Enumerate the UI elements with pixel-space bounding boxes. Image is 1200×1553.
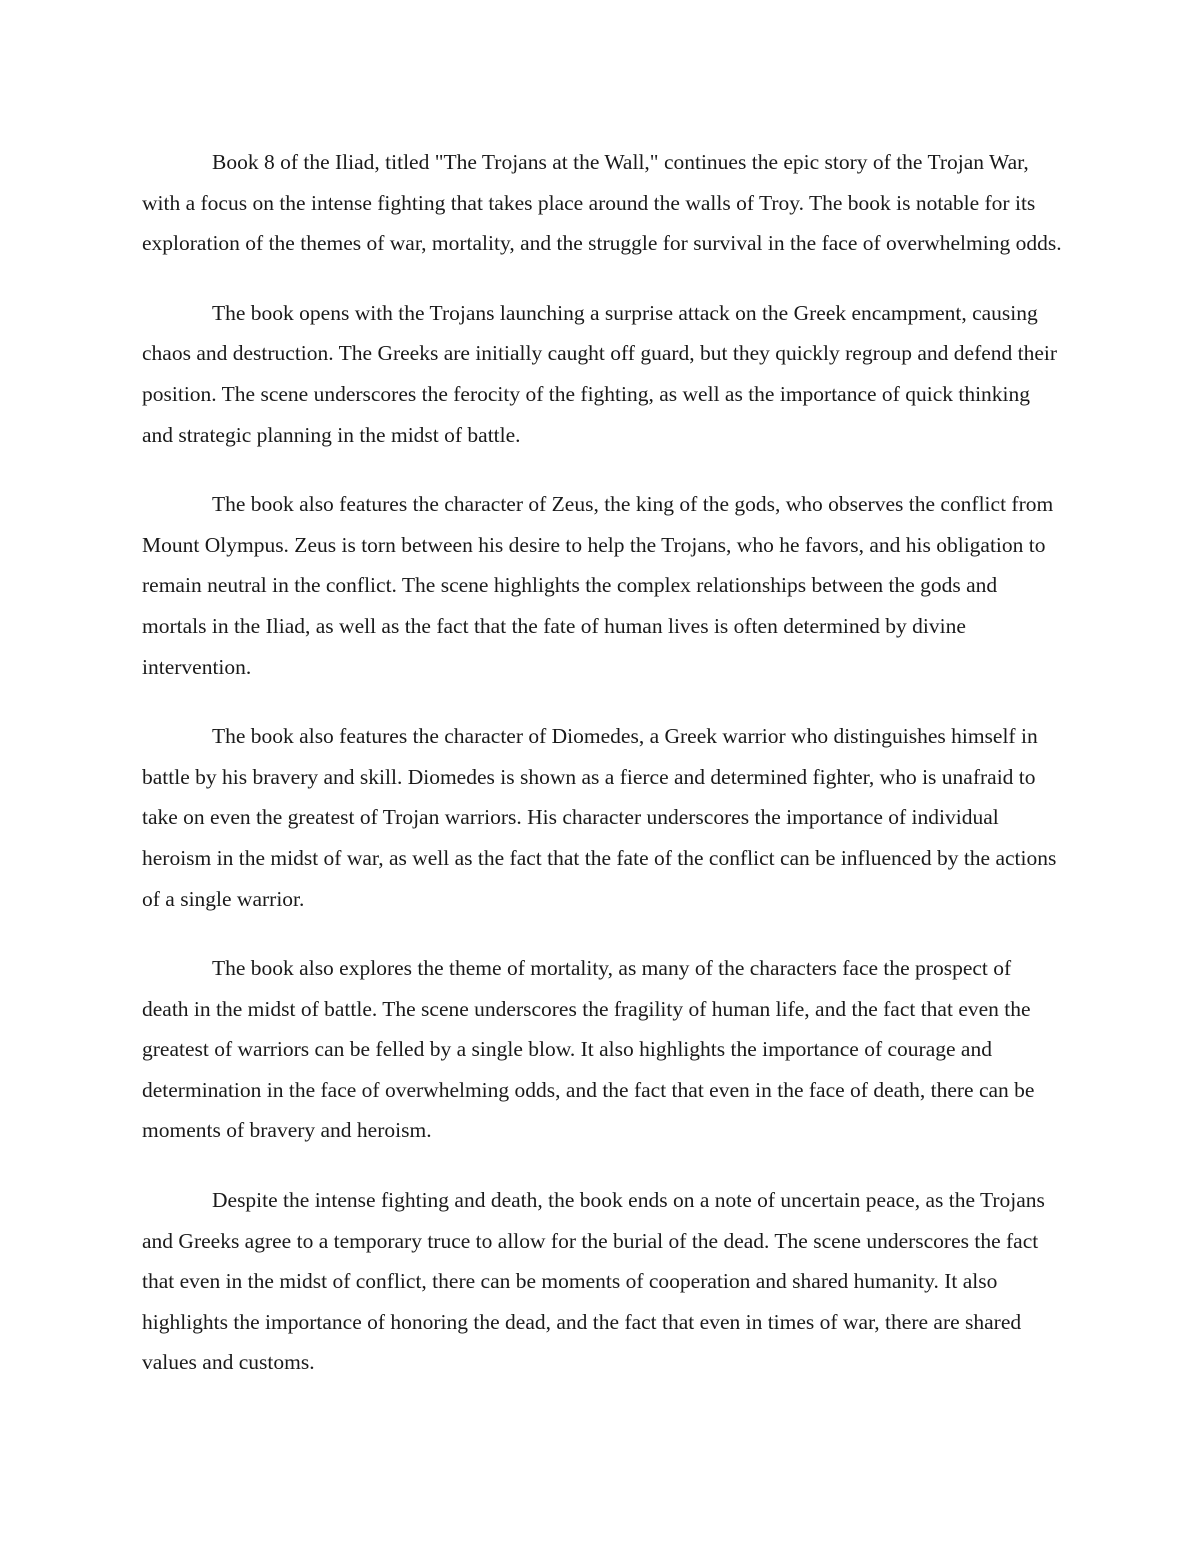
paragraph-6: Despite the intense fighting and death, the book ends on a note of uncertain peace, as the Trojans and Greeks agree to a temporary truce to allow for the burial of the dead. The scene underscores the fact that even in the midst of conflict, there can be moments of cooperation and shared humanity. It also highlights the importance of honoring the dead, and the fact that even in times of war, there are shared values and customs. (142, 1188, 1045, 1375)
paragraph-1: Book 8 of the Iliad, titled "The Trojans at the Wall," continues the epic story of the Trojan War, with a focus on the intense fighting that takes place around the walls of Troy. The book is notable for its exploration of the themes of war, mortality, and the struggle for survival in the face of overwhelming odds. (142, 150, 1062, 256)
paragraph-5: The book also explores the theme of mortality, as many of the characters face the prospect of death in the midst of battle. The scene underscores the fragility of human life, and the fact that even the greatest of warriors can be felled by a single blow. It also highlights the importance of courage and determination in the face of overwhelming odds, and the fact that even in the face of death, there can be moments of bravery and heroism. (142, 956, 1035, 1143)
paragraph-4: The book also features the character of Diomedes, a Greek warrior who distinguishes himself in battle by his bravery and skill. Diomedes is shown as a fierce and determined fighter, who is unafraid to take on even the greatest of Trojan warriors. His character underscores the importance of individual heroism in the midst of war, as well as the fact that the fate of the conflict can be influenced by the actions of a single warrior. (142, 724, 1057, 911)
paragraph-3: The book also features the character of Zeus, the king of the gods, who observes the conflict from Mount Olympus. Zeus is torn between his desire to help the Trojans, who he favors, and his obligation to remain neutral in the conflict. The scene highlights the complex relationships between the gods and mortals in the Iliad, as well as the fact that the fate of human lives is often determined by divine intervention. (142, 492, 1054, 679)
paragraph-2: The book opens with the Trojans launching a surprise attack on the Greek encampment, causing chaos and destruction. The Greeks are initially caught off guard, but they quickly regroup and defend their position. The scene underscores the ferocity of the fighting, as well as the importance of quick thinking and strategic planning in the midst of battle. (142, 300, 1058, 447)
body-text (142, 142, 1062, 1412)
